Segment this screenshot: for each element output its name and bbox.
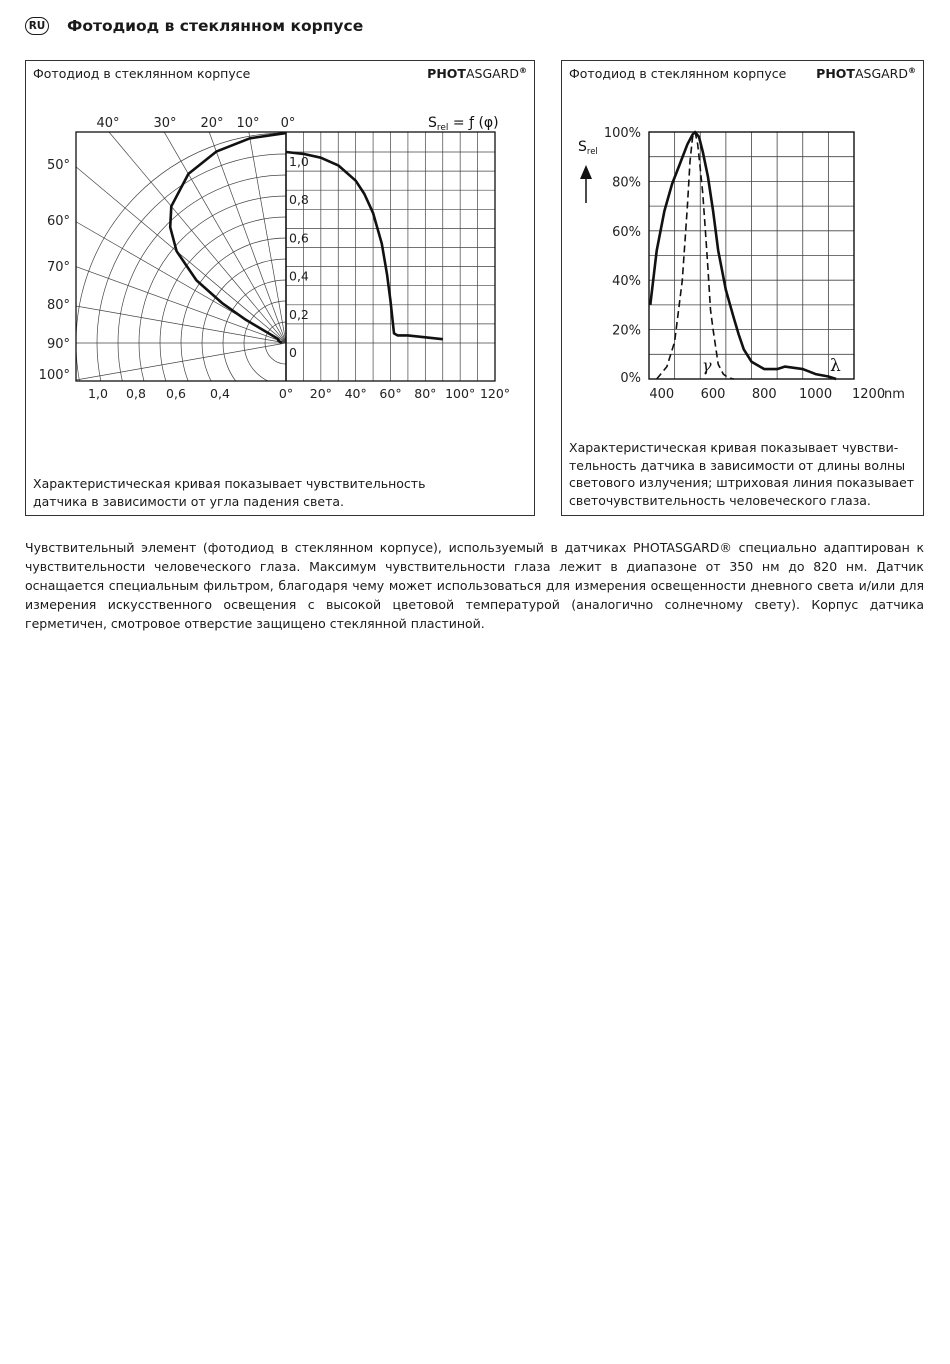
y-tick-label: 0% — [620, 371, 641, 386]
polar-angle-label: 60° — [46, 214, 70, 229]
polar-angle-label: 90° — [46, 337, 70, 352]
y-tick-label: 80% — [612, 175, 641, 191]
polar-angle-label: 100° — [38, 368, 70, 383]
polar-radius-label: 0,8 — [126, 386, 146, 401]
y-tick-label: 100% — [603, 126, 641, 141]
panel-title: Фотодиод в стеклянном корпусе — [33, 66, 251, 81]
x-unit-label: nm — [884, 387, 905, 402]
x-tick-label: 60° — [379, 386, 402, 401]
x-tick-label: 600 — [700, 387, 726, 402]
polar-angle-label: 50° — [46, 158, 70, 173]
page-header — [25, 14, 363, 38]
x-tick-label: 1000 — [799, 387, 833, 402]
formula-label: $S_{rel}$ = ƒ (φ) — [428, 115, 499, 133]
y-tick-label: 0,4 — [289, 268, 309, 284]
page-title: Фотодиод в стеклянном корпусе — [67, 17, 364, 35]
y-tick-label: 0,6 — [289, 230, 309, 246]
x-tick-label: 100° — [445, 386, 476, 401]
spectral-sensitivity-chart — [562, 61, 923, 431]
brand-logo: PHOTASGARD® — [427, 66, 527, 82]
spectral-sensitivity-panel — [561, 60, 924, 516]
y-tick-label: 40% — [612, 274, 641, 290]
polar-sensitivity-curve — [170, 133, 286, 343]
brand-logo: PHOTASGARD® — [816, 66, 916, 82]
x-tick-label: 80° — [414, 386, 437, 401]
polar-angle-label: 40° — [96, 116, 120, 131]
panel-caption: Характеристическая кривая показывает чувстви- тельность датчика в зависимости от длины волны светового излучения; штриховая линия показывает светочувствительность человеческого глаза. — [569, 440, 915, 508]
polar-radius-label: 1,0 — [88, 386, 108, 401]
description-paragraph: Чувствительный элемент (фотодиод в стеклянном корпусе), используемый в датчиках PHOTASGARD® специально адаптирован к чувствительности человеческого глаза. Максимум чувствительности глаза лежит в диапазоне от 350 нм до 820 нм. Датчик оснащается специальным фильтром, благодаря чему может использоваться для измерения освещенности дневного света и/или для измерения искусственного освещения с высокой цветовой температурой (аналогично солнечному свету). Корпус датчика герметичен, смотровое отверстие защищено стеклянной пластиной. — [25, 540, 924, 631]
x-tick-label: 0° — [278, 386, 294, 401]
gamma-annotation: γ — [702, 356, 712, 375]
polar-spoke — [81, 61, 286, 343]
y-tick-label: 20% — [612, 323, 641, 339]
polar-angle-label: 10° — [236, 116, 260, 131]
polar-angle-label: 80° — [46, 298, 70, 313]
language-badge: RU — [25, 17, 49, 35]
polar-radius-label: 0,4 — [210, 386, 230, 401]
polar-angle-label: 0° — [280, 116, 296, 131]
angular-sensitivity-curve — [286, 152, 443, 339]
polar-angle-label: 30° — [153, 116, 177, 131]
y-tick-label: 0 — [289, 345, 297, 360]
lambda-annotation: λ — [830, 356, 841, 376]
y-axis-symbol: $S_{rel}$ — [578, 139, 598, 157]
angular-sensitivity-panel — [25, 60, 535, 516]
x-tick-label: 800 — [751, 387, 777, 402]
y-tick-label: 1,0 — [289, 154, 309, 169]
x-tick-label: 20° — [309, 386, 332, 401]
x-tick-label: 40° — [344, 386, 367, 401]
polar-angle-label: 20° — [200, 116, 224, 131]
x-tick-label: 120° — [479, 386, 511, 401]
y-axis-arrow-icon — [580, 165, 592, 179]
y-tick-label: 0,2 — [289, 306, 309, 322]
polar-radius-label: 0,6 — [166, 386, 186, 401]
polar-angle-label: 70° — [46, 260, 70, 275]
panel-caption: Характеристическая кривая показывает чувствительность датчика в зависимости от угла падения света. — [33, 476, 426, 509]
angular-sensitivity-chart — [26, 61, 534, 471]
y-tick-label: 60% — [612, 224, 641, 240]
x-tick-label: 1200 — [852, 387, 886, 402]
x-tick-label: 400 — [649, 387, 675, 402]
panel-title: Фотодиод в стеклянном корпусе — [569, 66, 787, 81]
y-tick-label: 0,8 — [289, 192, 309, 208]
